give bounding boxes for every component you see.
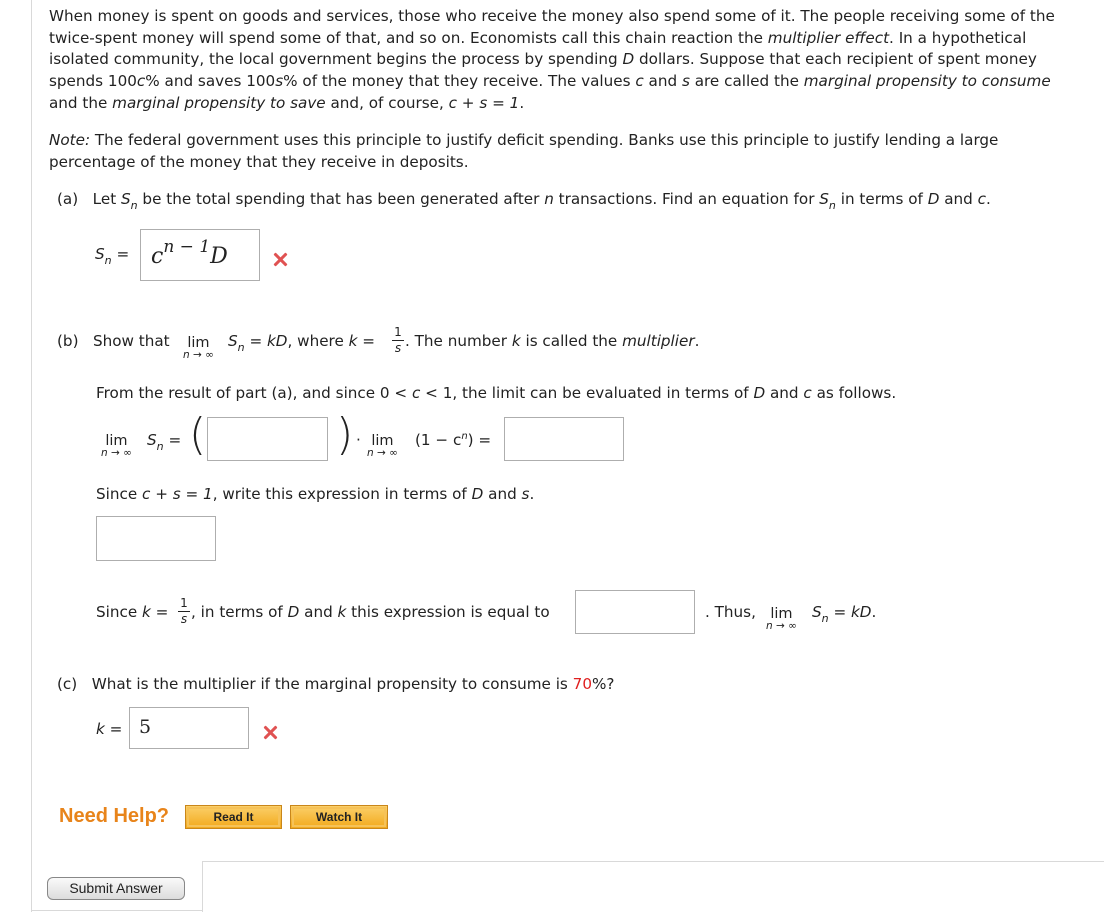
part-a-answer-field[interactable] bbox=[140, 229, 260, 281]
part-b-step3: Since k = bbox=[96, 603, 169, 621]
part-a-lhs: $S_n$ = bbox=[95, 245, 130, 267]
note-paragraph: Note: The federal government uses this principle to justify deficit spending. Banks use this principle to justify lending a large percentage of the money that they receive in deposits. bbox=[49, 131, 999, 171]
part-a-question: (a) Let $S_n$ be the total spending that has been generated after n transactions. Find an equation for $S_n$ in terms of D and c. bbox=[57, 190, 991, 212]
part-c-answer-value: 5 bbox=[139, 716, 152, 738]
incorrect-x-icon bbox=[263, 725, 277, 739]
part-b-factor-field[interactable] bbox=[207, 417, 328, 461]
limit-notation: lim n → ∞ bbox=[367, 433, 398, 459]
part-b-statement-end: . The number k is called the multiplier. bbox=[405, 332, 700, 350]
limit-notation: lim n → ∞ bbox=[101, 433, 132, 459]
submit-answer-button[interactable]: Submit Answer bbox=[47, 877, 185, 900]
thus-conclusion: $S_n$ = kD. bbox=[812, 603, 877, 625]
part-b-step3-text: , in terms of D and k this expression is equal to bbox=[191, 603, 550, 621]
limit-notation: lim n → ∞ bbox=[183, 335, 214, 361]
limit-notation: lim n → ∞ bbox=[766, 606, 797, 632]
part-b-label: (b) Show that bbox=[57, 332, 170, 350]
part-b-step1: From the result of part (a), and since 0 < c < 1, the limit can be evaluated in terms of D and c as follows. bbox=[96, 384, 897, 402]
dot-operator: · bbox=[356, 431, 361, 449]
part-a-answer-value: $c^{n - 1}D$ bbox=[151, 237, 228, 269]
read-it-button[interactable]: Read It bbox=[185, 805, 282, 829]
thus-text: . Thus, bbox=[705, 603, 756, 621]
part-b-limit-field[interactable] bbox=[504, 417, 624, 461]
part-b-step2: Since c + s = 1, write this expression in terms of D and s. bbox=[96, 485, 535, 503]
highlight-percent: 70 bbox=[572, 675, 592, 693]
watch-it-button[interactable]: Watch It bbox=[290, 805, 388, 829]
limit-expression: $S_n$ = bbox=[147, 431, 182, 453]
incorrect-x-icon bbox=[273, 252, 287, 266]
part-b-statement: $S_n$ = kD, where k = bbox=[228, 332, 376, 354]
part-c-answer-field[interactable] bbox=[129, 707, 249, 749]
frame-bottom-border bbox=[31, 910, 203, 911]
part-c-question: (c) What is the multiplier if the marginal propensity to consume is 70%? bbox=[57, 675, 615, 693]
intro-paragraph: When money is spent on goods and services, those who receive the money also spend some of it. The people receiving some of the twice-spent money will spend some of that, and so on. Economists call this chain reaction the multiplier effect. In a hypothetical isolated community, the local government begins the process by spending D dollars. Suppose that each recipient of spent money spends 100c% and saves 100s% of the money that they receive. The values c and s are called the marginal propensity to consume and the marginal propensity to save and, of course, c + s = 1. bbox=[49, 7, 1055, 112]
fraction-one-over-s: 1 s bbox=[178, 597, 190, 626]
part-b-dk-field[interactable] bbox=[575, 590, 695, 634]
left-paren: ( bbox=[189, 409, 207, 460]
frame-divider bbox=[202, 862, 203, 912]
part-c-lhs: k = bbox=[96, 720, 123, 738]
limit-expression-tail: $(1 - c^n)$ = bbox=[415, 431, 492, 449]
right-paren: ) bbox=[336, 409, 354, 460]
frame-divider-horizontal bbox=[202, 861, 1104, 862]
fraction-one-over-s: 1 s bbox=[392, 326, 404, 355]
frame-left-border bbox=[31, 0, 32, 912]
need-help-label: Need Help? bbox=[59, 805, 170, 827]
part-b-ds-field[interactable] bbox=[96, 516, 216, 561]
